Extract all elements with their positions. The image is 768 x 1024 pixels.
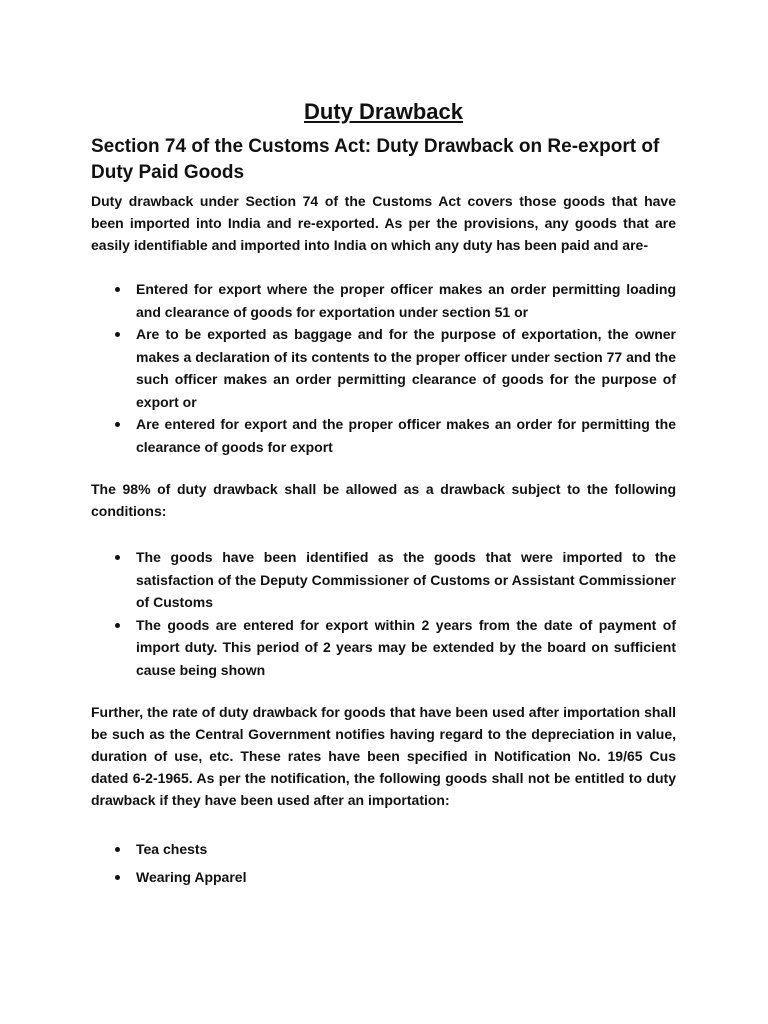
used-goods-paragraph: Further, the rate of duty drawback for goods that have been used after importation shall be such as the Central Government notifies having regard to the depreciation in value, duration of use, etc. These rates have been specified in Notification No. 19/65 Cus dated 6-2-1965. As per the notification, the following goods shall not be entitled to duty drawback if they have been used after an importation:	[91, 704, 676, 808]
bullet-icon	[115, 555, 120, 560]
bullet-icon	[115, 332, 120, 337]
list-item: The goods are entered for export within 2 years from the date of payment of import duty. This period of 2 years may be extended by the board on sufficient cause being shown	[91, 614, 676, 682]
list-item: Are to be exported as baggage and for the purpose of exportation, the owner makes a declaration of its contents to the proper officer under section 77 and the such officer makes an order permitting clearance of goods for the purpose of export or	[91, 323, 676, 413]
excluded-goods-list	[91, 835, 676, 891]
list-item: Are entered for export and the proper officer makes an order for permitting the clearance of goods for export	[91, 413, 676, 458]
list-item: Tea chests	[91, 835, 676, 863]
bullet-icon	[115, 875, 120, 880]
document-title: Duty Drawback	[304, 99, 463, 124]
drawback-paragraph: The 98% of duty drawback shall be allowed as a drawback subject to the following conditions:	[91, 481, 676, 519]
bullet-icon	[115, 287, 120, 292]
bullet-icon	[115, 422, 120, 427]
list-item: Wearing Apparel	[91, 863, 676, 891]
export-conditions-list	[91, 278, 676, 458]
intro-paragraph: Duty drawback under Section 74 of the Customs Act covers those goods that have been imported into India and re-exported. As per the provisions, any goods that are easily identifiable and imported into India on which any duty has been paid and are-	[91, 193, 676, 253]
list-item: The goods have been identified as the goods that were imported to the satisfaction of the Deputy Commissioner of Customs or Assistant Commissioner of Customs	[91, 546, 676, 614]
list-item: Entered for export where the proper officer makes an order permitting loading and clearance of goods for exportation under section 51 or	[91, 278, 676, 323]
bullet-icon	[115, 623, 120, 628]
drawback-conditions-list	[91, 546, 676, 681]
bullet-icon	[115, 847, 120, 852]
section-heading: Section 74 of the Customs Act: Duty Drawback on Re-export of Duty Paid Goods	[91, 136, 660, 183]
